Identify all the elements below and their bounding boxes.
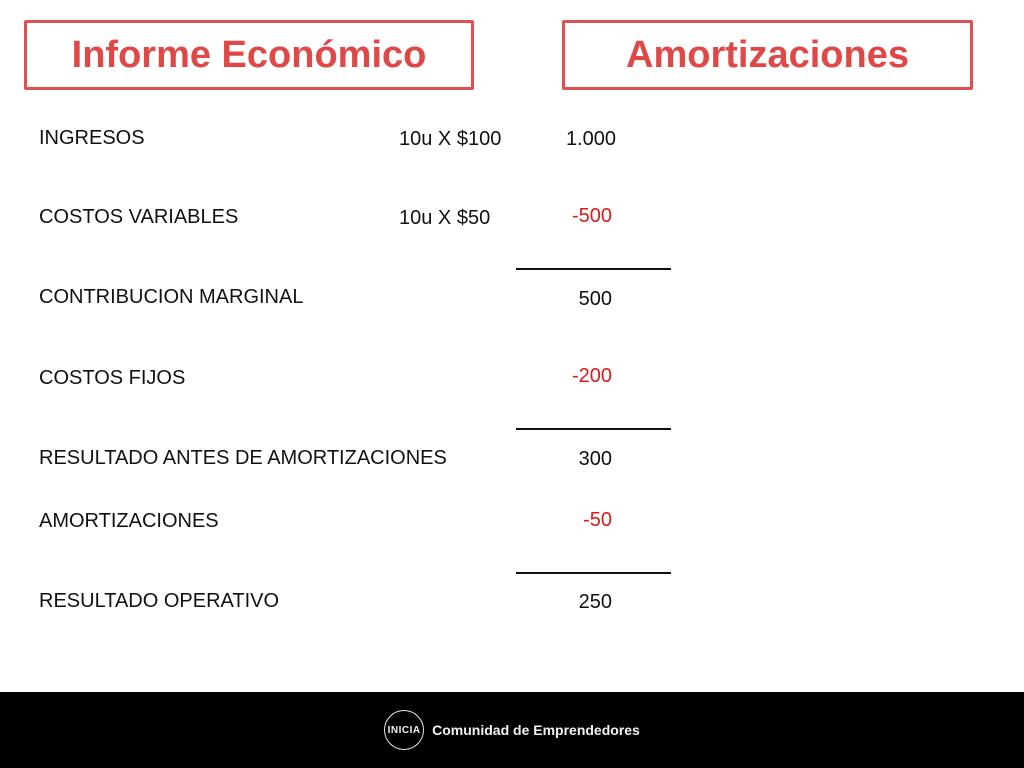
logo-text: Comunidad de Emprendedores xyxy=(432,722,640,738)
row-label-amortizaciones: AMORTIZACIONES xyxy=(39,510,219,532)
row-label-resultado-antes-de-amortizaciones: RESULTADO ANTES DE AMORTIZACIONES xyxy=(39,447,447,469)
row-value-resultado-antes-de-amortizaciones: 300 xyxy=(578,448,612,470)
row-label-costos-fijos: COSTOS FIJOS xyxy=(39,367,186,389)
subtotal-rule xyxy=(516,428,671,430)
row-value-resultado-operativo: 250 xyxy=(578,591,612,613)
section-title: Amortizaciones xyxy=(626,33,909,76)
logo-circle-icon xyxy=(384,710,424,750)
page-title: Informe Económico xyxy=(71,33,427,76)
row-value-costos-variables: -500 xyxy=(571,205,612,227)
subtotal-rule xyxy=(516,268,671,270)
row-value-amortizaciones: -50 xyxy=(583,509,612,531)
brand-logo xyxy=(384,710,640,750)
subtotal-rule xyxy=(516,572,671,574)
row-value-contribucion-marginal: 500 xyxy=(578,288,612,310)
row-label-ingresos: INGRESOS xyxy=(39,127,145,149)
row-label-costos-variables: COSTOS VARIABLES xyxy=(39,206,239,228)
row-value-costos-fijos: -200 xyxy=(571,365,612,387)
row-label-resultado-operativo: RESULTADO OPERATIVO xyxy=(39,590,280,612)
row-calc-costos-variables: 10u X $50 xyxy=(399,207,491,229)
footer-bar xyxy=(0,692,1024,768)
row-label-contribucion-marginal: CONTRIBUCION MARGINAL xyxy=(39,286,304,308)
row-calc-ingresos: 10u X $100 xyxy=(399,128,502,150)
title-box-informe-economico xyxy=(24,20,474,90)
logo-mark: INICIA xyxy=(387,724,421,736)
title-box-amortizaciones xyxy=(562,20,973,90)
row-value-ingresos: 1.000 xyxy=(565,128,616,150)
